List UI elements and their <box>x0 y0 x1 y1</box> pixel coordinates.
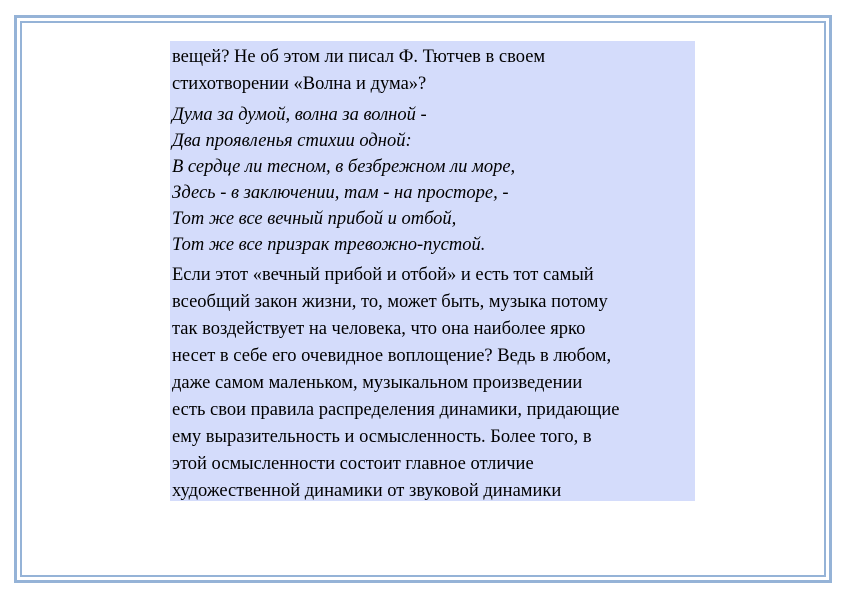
poem-line: Тот же все призрак тревожно-пустой. <box>172 235 486 255</box>
intro-paragraph <box>172 44 695 98</box>
poem-line: В сердце ли тесном, в безбрежном ли море, <box>172 157 516 177</box>
text-block <box>170 41 695 501</box>
poem-line: Тот же все вечный прибой и отбой, <box>172 209 457 229</box>
main-line: художественной динамики от звуковой динамики <box>172 481 562 501</box>
main-line: есть свои правила распределения динамики, придающие <box>172 400 620 420</box>
poem-line: Два проявленья стихии одной: <box>172 131 412 151</box>
main-line: всеобщий закон жизни, то, может быть, музыка потому <box>172 292 608 312</box>
main-line: ему выразительность и осмысленность. Более того, в <box>172 427 592 447</box>
poem-quote <box>172 102 695 258</box>
main-line: несет в себе его очевидное воплощение? Ведь в любом, <box>172 346 612 366</box>
poem-line: Здесь - в заключении, там - на просторе, - <box>172 183 509 203</box>
intro-line: вещей? Не об этом ли писал Ф. Тютчев в своем <box>172 47 546 67</box>
main-line: этой осмысленности состоит главное отличие <box>172 454 534 474</box>
main-line: так воздействует на человека, что она наиболее ярко <box>172 319 586 339</box>
main-line: даже самом маленьком, музыкальном произведении <box>172 373 583 393</box>
main-line: Если этот «вечный прибой и отбой» и есть тот самый <box>172 265 594 285</box>
poem-line: Дума за думой, волна за волной - <box>172 105 427 125</box>
main-paragraph <box>172 262 695 505</box>
intro-line: стихотворении «Волна и дума»? <box>172 74 427 94</box>
